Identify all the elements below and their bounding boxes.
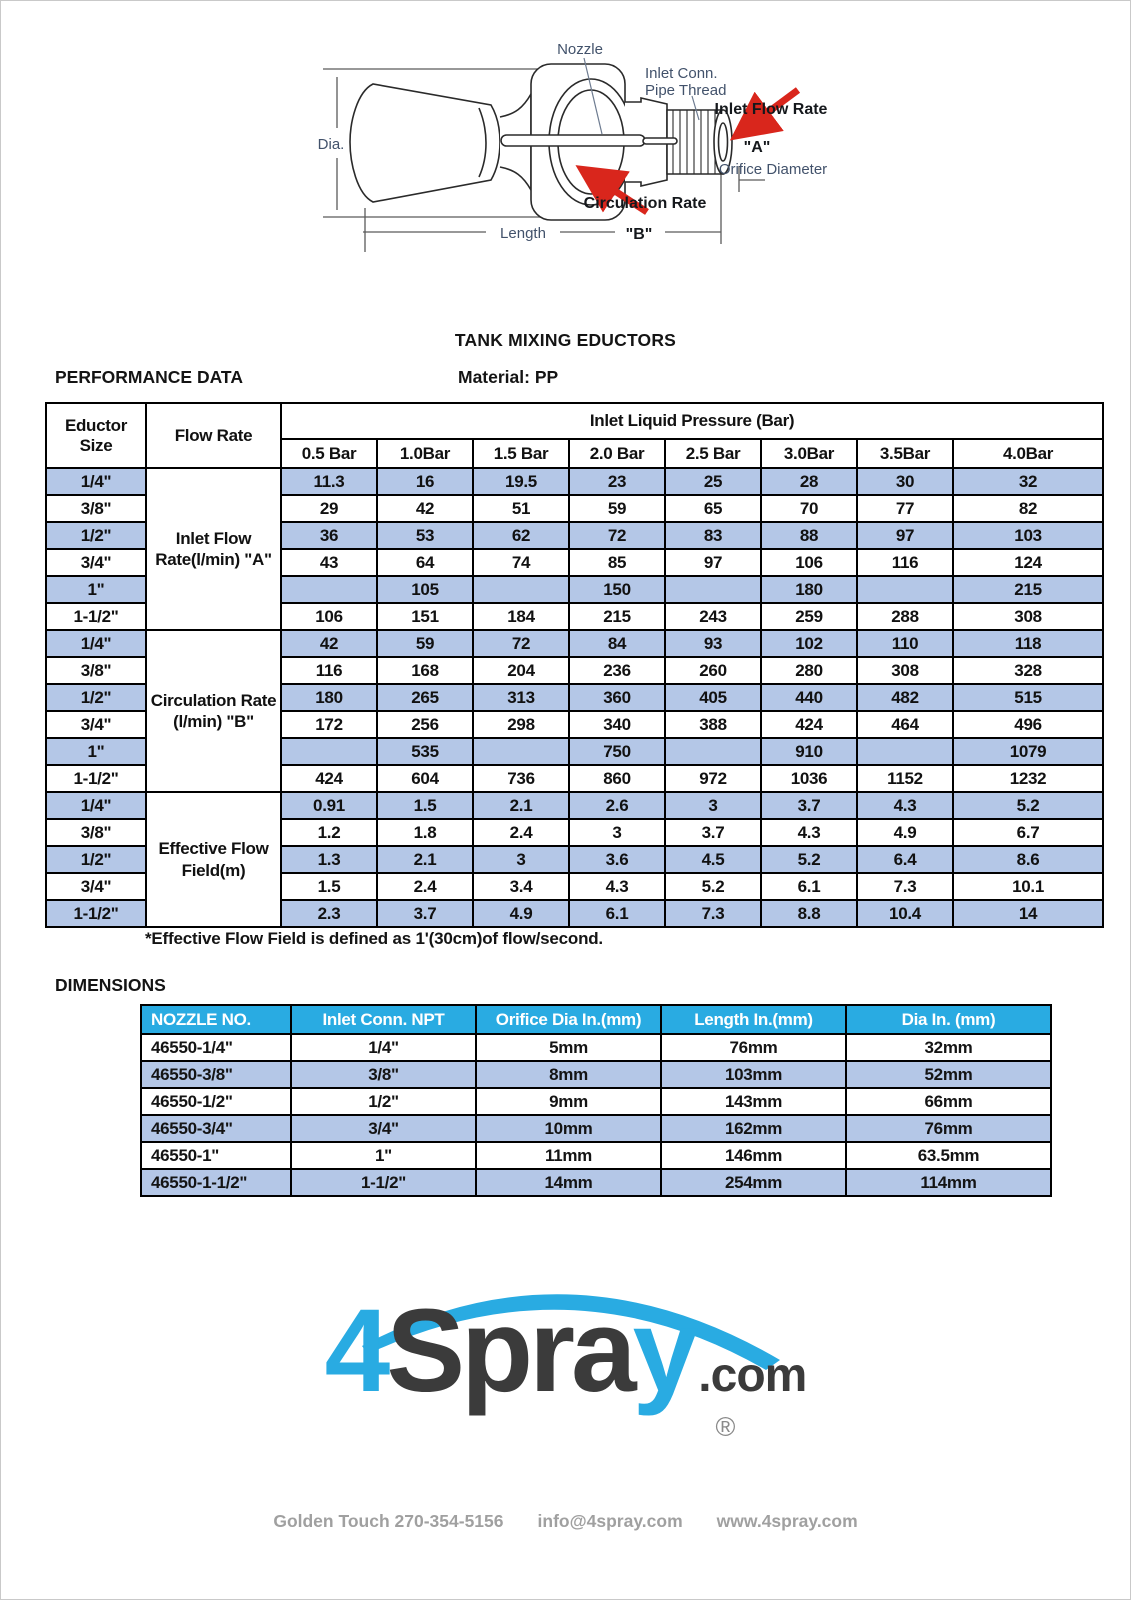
value-cell: 30: [857, 468, 953, 495]
value-cell: 2.4: [377, 873, 473, 900]
value-cell: 1079: [953, 738, 1103, 765]
value-cell: 63.5mm: [846, 1142, 1051, 1169]
value-cell: 97: [857, 522, 953, 549]
value-cell: 172: [281, 711, 377, 738]
value-cell: 10.1: [953, 873, 1103, 900]
value-cell: 180: [281, 684, 377, 711]
value-cell: 1036: [761, 765, 857, 792]
table-row: [46, 792, 1103, 819]
value-cell: 8.6: [953, 846, 1103, 873]
logo-part-spra: Spra: [386, 1285, 633, 1417]
value-cell: 6.4: [857, 846, 953, 873]
value-cell: 97: [665, 549, 761, 576]
value-cell: 16: [377, 468, 473, 495]
value-cell: 42: [377, 495, 473, 522]
value-cell: 2.3: [281, 900, 377, 927]
value-cell: 1-1/2": [291, 1169, 476, 1196]
value-cell: 3.7: [665, 819, 761, 846]
value-cell: 52mm: [846, 1061, 1051, 1088]
value-cell: 146mm: [661, 1142, 846, 1169]
logo-part-com: .com: [698, 1349, 807, 1402]
value-cell: 25: [665, 468, 761, 495]
value-cell: 1.3: [281, 846, 377, 873]
length-header: Length In.(mm): [661, 1005, 846, 1034]
value-cell: 736: [473, 765, 569, 792]
value-cell: 215: [953, 576, 1103, 603]
value-cell: 298: [473, 711, 569, 738]
value-cell: 0.91: [281, 792, 377, 819]
value-cell: 59: [569, 495, 665, 522]
nozzle-no-cell: 46550-1/4": [141, 1034, 291, 1061]
value-cell: 288: [857, 603, 953, 630]
eductor-size-cell: 3/8": [46, 819, 146, 846]
value-cell: 360: [569, 684, 665, 711]
dia-label: Dia.: [317, 136, 345, 153]
footer-contact: Golden Touch 270-354-5156: [273, 1511, 504, 1531]
value-cell: 8mm: [476, 1061, 661, 1088]
pressure-col-header: 1.5 Bar: [473, 439, 569, 468]
value-cell: 215: [569, 603, 665, 630]
value-cell: 3/8": [291, 1061, 476, 1088]
table-row: [46, 630, 1103, 657]
value-cell: 118: [953, 630, 1103, 657]
value-cell: 424: [281, 765, 377, 792]
table-row: [141, 1061, 1051, 1088]
value-cell: 259: [761, 603, 857, 630]
value-cell: 972: [665, 765, 761, 792]
value-cell: 83: [665, 522, 761, 549]
value-cell: 280: [761, 657, 857, 684]
value-cell: 910: [761, 738, 857, 765]
value-cell: 7.3: [857, 873, 953, 900]
value-cell: 102: [761, 630, 857, 657]
eductor-size-cell: 3/4": [46, 873, 146, 900]
eductor-size-cell: 1-1/2": [46, 900, 146, 927]
value-cell: 256: [377, 711, 473, 738]
value-cell: [281, 738, 377, 765]
value-cell: 116: [857, 549, 953, 576]
value-cell: 424: [761, 711, 857, 738]
value-cell: 32mm: [846, 1034, 1051, 1061]
value-cell: 4.9: [473, 900, 569, 927]
value-cell: [473, 576, 569, 603]
table-row: [141, 1088, 1051, 1115]
value-cell: 88: [761, 522, 857, 549]
value-cell: 77: [857, 495, 953, 522]
value-cell: 66mm: [846, 1088, 1051, 1115]
value-cell: 51: [473, 495, 569, 522]
value-cell: 53: [377, 522, 473, 549]
eductor-size-cell: 3/8": [46, 657, 146, 684]
logo-part-y: y: [632, 1285, 695, 1417]
inlet-conn-label-line2: Pipe Thread: [645, 82, 727, 99]
value-cell: 105: [377, 576, 473, 603]
eductor-size-cell: 3/4": [46, 711, 146, 738]
value-cell: 85: [569, 549, 665, 576]
orifice-diameter-label: Orifice Diameter: [718, 161, 828, 178]
value-cell: 496: [953, 711, 1103, 738]
pressure-col-header: 1.0Bar: [377, 439, 473, 468]
circulation-rate-label: Circulation Rate: [583, 195, 707, 212]
eductor-diagram: [293, 22, 838, 260]
eductor-size-cell: 1/4": [46, 468, 146, 495]
value-cell: 1.2: [281, 819, 377, 846]
footer: [0, 1511, 1131, 1532]
value-cell: 4.9: [857, 819, 953, 846]
value-cell: 64: [377, 549, 473, 576]
eductor-size-cell: 1/2": [46, 684, 146, 711]
value-cell: 440: [761, 684, 857, 711]
value-cell: 36: [281, 522, 377, 549]
value-cell: 388: [665, 711, 761, 738]
value-cell: 6.7: [953, 819, 1103, 846]
value-cell: 114mm: [846, 1169, 1051, 1196]
value-cell: 116: [281, 657, 377, 684]
value-cell: 1/4": [291, 1034, 476, 1061]
value-cell: 313: [473, 684, 569, 711]
value-cell: 184: [473, 603, 569, 630]
value-cell: 464: [857, 711, 953, 738]
value-cell: 3.6: [569, 846, 665, 873]
value-cell: [665, 738, 761, 765]
value-cell: 1.5: [377, 792, 473, 819]
nozzle-no-cell: 46550-3/4": [141, 1115, 291, 1142]
value-cell: 11.3: [281, 468, 377, 495]
dimensions-heading: DIMENSIONS: [55, 975, 166, 995]
performance-data-heading: PERFORMANCE DATA: [55, 367, 243, 387]
value-cell: 28: [761, 468, 857, 495]
value-cell: 1.5: [281, 873, 377, 900]
value-cell: 14: [953, 900, 1103, 927]
eductor-size-cell: 1": [46, 738, 146, 765]
value-cell: 405: [665, 684, 761, 711]
eductor-size-cell: 1-1/2": [46, 765, 146, 792]
value-cell: 4.5: [665, 846, 761, 873]
footer-email: info@4spray.com: [537, 1511, 683, 1531]
value-cell: 243: [665, 603, 761, 630]
value-cell: 4.3: [761, 819, 857, 846]
inlet-conn-npt-header: Inlet Conn. NPT: [291, 1005, 476, 1034]
value-cell: 5.2: [761, 846, 857, 873]
logo-part-4: 4: [324, 1285, 387, 1417]
value-cell: 308: [857, 657, 953, 684]
value-cell: 260: [665, 657, 761, 684]
value-cell: 3: [569, 819, 665, 846]
value-cell: 3.7: [761, 792, 857, 819]
eductor-size-cell: 1/4": [46, 630, 146, 657]
value-cell: 328: [953, 657, 1103, 684]
nozzle-no-cell: 46550-3/8": [141, 1061, 291, 1088]
value-cell: 14mm: [476, 1169, 661, 1196]
table-row: [141, 1169, 1051, 1196]
value-cell: 5.2: [953, 792, 1103, 819]
value-cell: 535: [377, 738, 473, 765]
value-cell: 32: [953, 468, 1103, 495]
nozzle-label: Nozzle: [557, 41, 603, 58]
value-cell: 1/2": [291, 1088, 476, 1115]
value-cell: 143mm: [661, 1088, 846, 1115]
orifice-dia-header: Orifice Dia In.(mm): [476, 1005, 661, 1034]
eductor-size-cell: 3/8": [46, 495, 146, 522]
value-cell: [857, 576, 953, 603]
value-cell: 1232: [953, 765, 1103, 792]
value-cell: 1": [291, 1142, 476, 1169]
footer-website: www.4spray.com: [716, 1511, 858, 1531]
table-row: [141, 1115, 1051, 1142]
value-cell: 204: [473, 657, 569, 684]
eductor-line-drawing: [293, 22, 838, 260]
value-cell: 10mm: [476, 1115, 661, 1142]
value-cell: 124: [953, 549, 1103, 576]
flow-rate-header: Flow Rate: [146, 403, 281, 468]
value-cell: 1152: [857, 765, 953, 792]
eductor-size-header: Eductor Size: [46, 403, 146, 468]
value-cell: 2.4: [473, 819, 569, 846]
flow-rate-label-cell: Inlet Flow Rate(l/min) "A": [146, 468, 281, 630]
value-cell: 515: [953, 684, 1103, 711]
logo-wordmark: [296, 1285, 836, 1417]
value-cell: 106: [281, 603, 377, 630]
eductor-size-cell: 1": [46, 576, 146, 603]
value-cell: 265: [377, 684, 473, 711]
value-cell: 72: [473, 630, 569, 657]
value-cell: 308: [953, 603, 1103, 630]
value-cell: 11mm: [476, 1142, 661, 1169]
eductor-size-cell: 1/2": [46, 846, 146, 873]
value-cell: 84: [569, 630, 665, 657]
value-cell: 2.1: [377, 846, 473, 873]
value-cell: [473, 738, 569, 765]
dia-header: Dia In. (mm): [846, 1005, 1051, 1034]
pressure-col-header: 4.0Bar: [953, 439, 1103, 468]
dimensions-table: [140, 1004, 1052, 1197]
value-cell: 6.1: [569, 900, 665, 927]
value-cell: 254mm: [661, 1169, 846, 1196]
eductor-size-cell: 3/4": [46, 549, 146, 576]
effective-flow-field-footnote: *Effective Flow Field is defined as 1'(30cm)of flow/second.: [145, 929, 603, 948]
value-cell: 23: [569, 468, 665, 495]
value-cell: 5mm: [476, 1034, 661, 1061]
performance-table: [45, 402, 1104, 928]
value-cell: 103: [953, 522, 1103, 549]
pressure-col-header: 2.5 Bar: [665, 439, 761, 468]
value-cell: 70: [761, 495, 857, 522]
value-cell: 72: [569, 522, 665, 549]
registered-trademark-icon: ®: [715, 1412, 736, 1442]
value-cell: 19.5: [473, 468, 569, 495]
value-cell: 604: [377, 765, 473, 792]
nozzle-no-cell: 46550-1/2": [141, 1088, 291, 1115]
value-cell: 8.8: [761, 900, 857, 927]
pressure-group-header: Inlet Liquid Pressure (Bar): [281, 403, 1103, 439]
a-label: "A": [743, 139, 771, 156]
value-cell: 76mm: [661, 1034, 846, 1061]
value-cell: 42: [281, 630, 377, 657]
value-cell: 4.3: [857, 792, 953, 819]
value-cell: 3: [473, 846, 569, 873]
value-cell: 43: [281, 549, 377, 576]
inlet-flow-rate-label: Inlet Flow Rate: [714, 101, 828, 118]
value-cell: 9mm: [476, 1088, 661, 1115]
value-cell: 482: [857, 684, 953, 711]
value-cell: 3: [665, 792, 761, 819]
value-cell: [281, 576, 377, 603]
value-cell: 3.7: [377, 900, 473, 927]
eductor-size-cell: 1/2": [46, 522, 146, 549]
pressure-col-header: 0.5 Bar: [281, 439, 377, 468]
value-cell: 65: [665, 495, 761, 522]
value-cell: 6.1: [761, 873, 857, 900]
nozzle-no-cell: 46550-1": [141, 1142, 291, 1169]
table-row: [46, 468, 1103, 495]
value-cell: 150: [569, 576, 665, 603]
value-cell: 2.1: [473, 792, 569, 819]
value-cell: 59: [377, 630, 473, 657]
inlet-conn-label-line1: Inlet Conn.: [645, 65, 718, 82]
value-cell: 7.3: [665, 900, 761, 927]
table-row: [141, 1142, 1051, 1169]
value-cell: 1.8: [377, 819, 473, 846]
eductor-size-cell: 1/4": [46, 792, 146, 819]
value-cell: [665, 576, 761, 603]
4spray-logo: [296, 1262, 836, 1462]
value-cell: 103mm: [661, 1061, 846, 1088]
value-cell: 74: [473, 549, 569, 576]
value-cell: 29: [281, 495, 377, 522]
flow-rate-label-cell: Effective Flow Field(m): [146, 792, 281, 927]
pressure-col-header: 2.0 Bar: [569, 439, 665, 468]
nozzle-no-header: NOZZLE NO.: [141, 1005, 291, 1034]
pressure-col-header: 3.0Bar: [761, 439, 857, 468]
value-cell: 860: [569, 765, 665, 792]
value-cell: 2.6: [569, 792, 665, 819]
value-cell: 162mm: [661, 1115, 846, 1142]
value-cell: 340: [569, 711, 665, 738]
value-cell: 62: [473, 522, 569, 549]
value-cell: 10.4: [857, 900, 953, 927]
pressure-col-header: 3.5Bar: [857, 439, 953, 468]
value-cell: 180: [761, 576, 857, 603]
eductor-size-cell: 1-1/2": [46, 603, 146, 630]
nozzle-no-cell: 46550-1-1/2": [141, 1169, 291, 1196]
material-label: Material: PP: [458, 367, 559, 387]
value-cell: 3/4": [291, 1115, 476, 1142]
value-cell: 168: [377, 657, 473, 684]
value-cell: 151: [377, 603, 473, 630]
value-cell: [857, 738, 953, 765]
value-cell: 236: [569, 657, 665, 684]
flow-rate-label-cell: Circulation Rate (l/min) "B": [146, 630, 281, 792]
value-cell: 76mm: [846, 1115, 1051, 1142]
value-cell: 3.4: [473, 873, 569, 900]
value-cell: 110: [857, 630, 953, 657]
b-label: "B": [625, 226, 653, 243]
length-label: Length: [500, 225, 546, 242]
value-cell: 82: [953, 495, 1103, 522]
value-cell: 750: [569, 738, 665, 765]
value-cell: 4.3: [569, 873, 665, 900]
value-cell: 5.2: [665, 873, 761, 900]
page-title: TANK MIXING EDUCTORS: [454, 330, 677, 350]
value-cell: 93: [665, 630, 761, 657]
table-row: [141, 1034, 1051, 1061]
value-cell: 106: [761, 549, 857, 576]
